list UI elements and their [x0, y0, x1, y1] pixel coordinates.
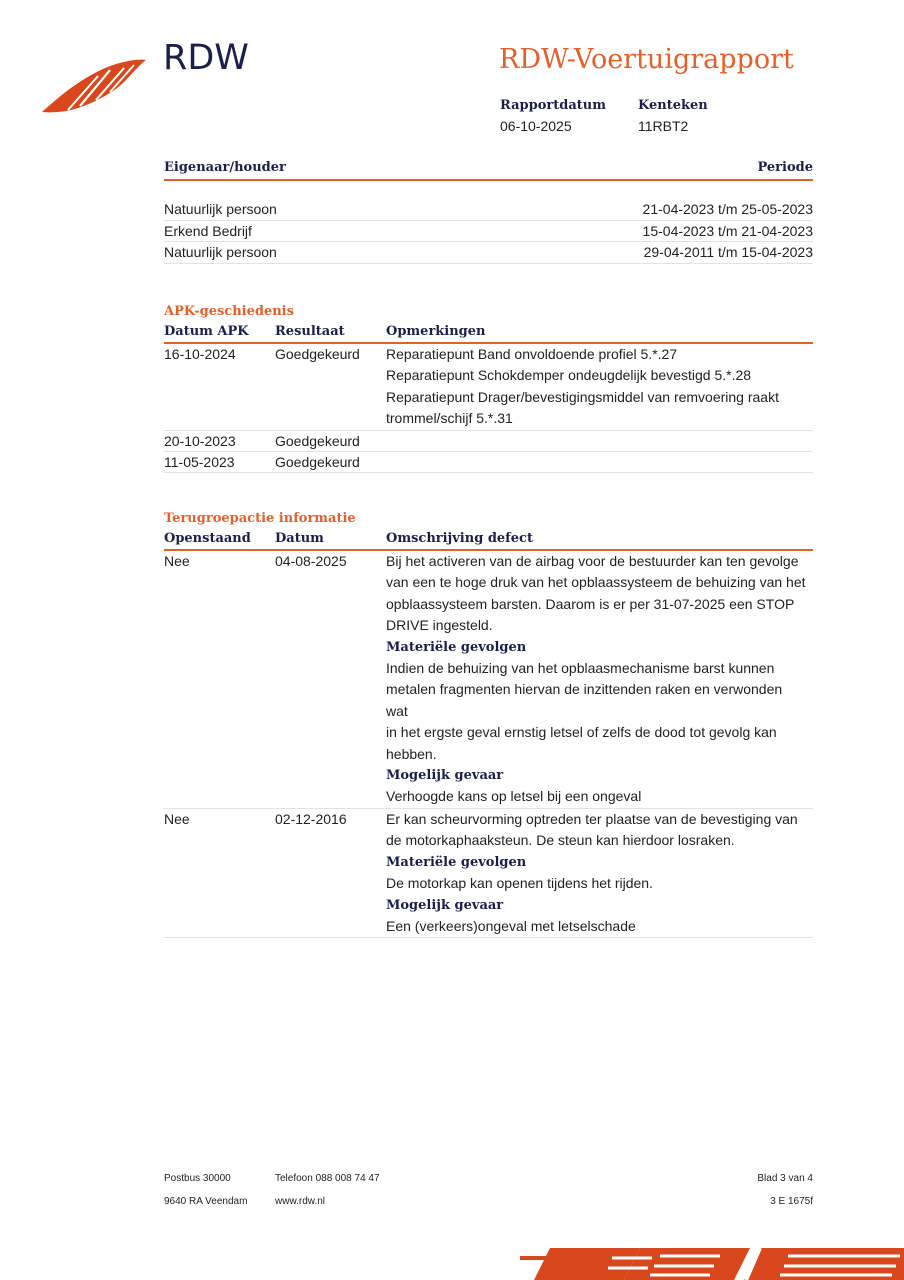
owner-type: Erkend Bedrijf [164, 222, 252, 239]
consequences-heading: Materiële gevolgen [386, 854, 527, 870]
apk-result: Goedgekeurd [275, 346, 360, 362]
footer-phone: Telefoon 088 008 74 47 [275, 1173, 380, 1184]
footer-website[interactable]: www.rdw.nl [275, 1196, 326, 1207]
apk-remark: Reparatiepunt Schokdemper ondeugdelijk bevestigd 5.*.28 [386, 367, 752, 384]
recall-open: Nee [164, 810, 190, 827]
col-owner: Eigenaar/houder [164, 160, 286, 175]
recall-desc-line: van een te hoge druk van het opblaassysteem de behuizing van het [386, 574, 806, 591]
recall-desc-line: opblaassysteem barsten. Daarom is er per 31-07-2025 een STOP [386, 595, 795, 612]
recall-date: 02-12-2016 [275, 810, 347, 827]
recall-description [386, 809, 806, 937]
report-date-label: Rapportdatum [500, 98, 606, 113]
apk-date: 20-10-2023 [164, 432, 236, 449]
apk-remark: trommel/schijf 5.*.31 [386, 410, 513, 427]
consequences-line: De motorkap kan openen tijdens het rijden. [386, 875, 653, 892]
plate-label: Kenteken [638, 98, 708, 113]
recall-desc-line: DRIVE ingesteld. [386, 617, 493, 634]
recall-section [164, 508, 813, 938]
plate-number: 11RBT2 [638, 118, 689, 134]
col-recall-desc: Omschrijving defect [386, 531, 533, 546]
col-apk-date: Datum APK [164, 324, 249, 339]
recall-row [164, 809, 813, 938]
col-apk-remarks: Opmerkingen [386, 324, 486, 339]
apk-section [164, 301, 813, 473]
consequences-line: hebben. [386, 745, 437, 762]
apk-row [164, 431, 813, 452]
apk-remarks [386, 344, 806, 430]
apk-row [164, 452, 813, 473]
owners-section [164, 158, 813, 264]
apk-remark: Reparatiepunt Drager/bevestigingsmiddel van remvoering raakt [386, 388, 779, 405]
footer-code: 3 E 1675f [770, 1196, 813, 1207]
rdw-stripes-decoration [520, 1244, 904, 1280]
footer-postbus: Postbus 30000 [164, 1173, 231, 1184]
report-title: RDW-Voertuigrapport [499, 44, 794, 75]
owner-row [164, 242, 813, 264]
recall-desc-line: Er kan scheurvorming optreden ter plaatse van de bevestiging van [386, 810, 798, 827]
recall-description [386, 551, 806, 808]
owner-period: 15-04-2023 t/m 21-04-2023 [642, 222, 813, 239]
recall-row [164, 551, 813, 809]
consequences-heading: Materiële gevolgen [386, 639, 527, 655]
owner-period: 29-04-2011 t/m 15-04-2023 [643, 244, 813, 260]
apk-row [164, 344, 813, 431]
apk-date: 16-10-2024 [164, 346, 236, 362]
apk-result: Goedgekeurd [275, 432, 360, 449]
owner-period: 21-04-2023 t/m 25-05-2023 [642, 201, 813, 217]
footer-page-number: Blad 3 van 4 [757, 1173, 813, 1184]
danger-heading: Mogelijk gevaar [386, 897, 504, 913]
apk-date: 11-05-2023 [164, 454, 235, 471]
consequences-line: in het ergste geval ernstig letsel of zelfs de dood tot gevolg kan [386, 724, 777, 741]
apk-remark: Reparatiepunt Band onvoldoende profiel 5.*.27 [386, 346, 678, 362]
consequences-line: Indien de behuizing van het opblaasmechanisme barst kunnen [386, 660, 775, 677]
danger-text: Een (verkeers)ongeval met letselschade [386, 917, 636, 934]
recall-desc-line: de motorkaphaaksteun. De steun kan hierdoor losraken. [386, 832, 735, 849]
logo-text: RDW [163, 38, 249, 78]
col-recall-date: Datum [275, 531, 324, 546]
danger-text: Verhoogde kans op letsel bij een ongeval [386, 788, 642, 805]
rdw-feather-logo-icon [40, 56, 150, 116]
report-date: 06-10-2025 [500, 118, 572, 134]
apk-title: APK-geschiedenis [164, 304, 294, 319]
consequences-line: metalen fragmenten hiervan de inzittenden raken en verwonden wat [386, 681, 783, 719]
recall-title: Terugroepactie informatie [164, 511, 356, 526]
recall-header [164, 529, 813, 551]
recall-open: Nee [164, 553, 190, 569]
col-recall-open: Openstaand [164, 531, 251, 546]
owner-type: Natuurlijk persoon [164, 244, 277, 260]
col-apk-result: Resultaat [275, 324, 345, 339]
footer-address: 9640 RA Veendam [164, 1196, 248, 1207]
apk-header [164, 322, 813, 344]
danger-heading: Mogelijk gevaar [386, 768, 504, 784]
recall-desc-line: Bij het activeren van de airbag voor de bestuurder kan ten gevolge [386, 553, 799, 569]
col-period: Periode [757, 160, 813, 175]
recall-date: 04-08-2025 [275, 553, 347, 569]
owner-type: Natuurlijk persoon [164, 201, 277, 217]
owner-row [164, 199, 813, 221]
owner-row [164, 221, 813, 243]
owners-header [164, 158, 813, 181]
apk-result: Goedgekeurd [275, 454, 360, 471]
